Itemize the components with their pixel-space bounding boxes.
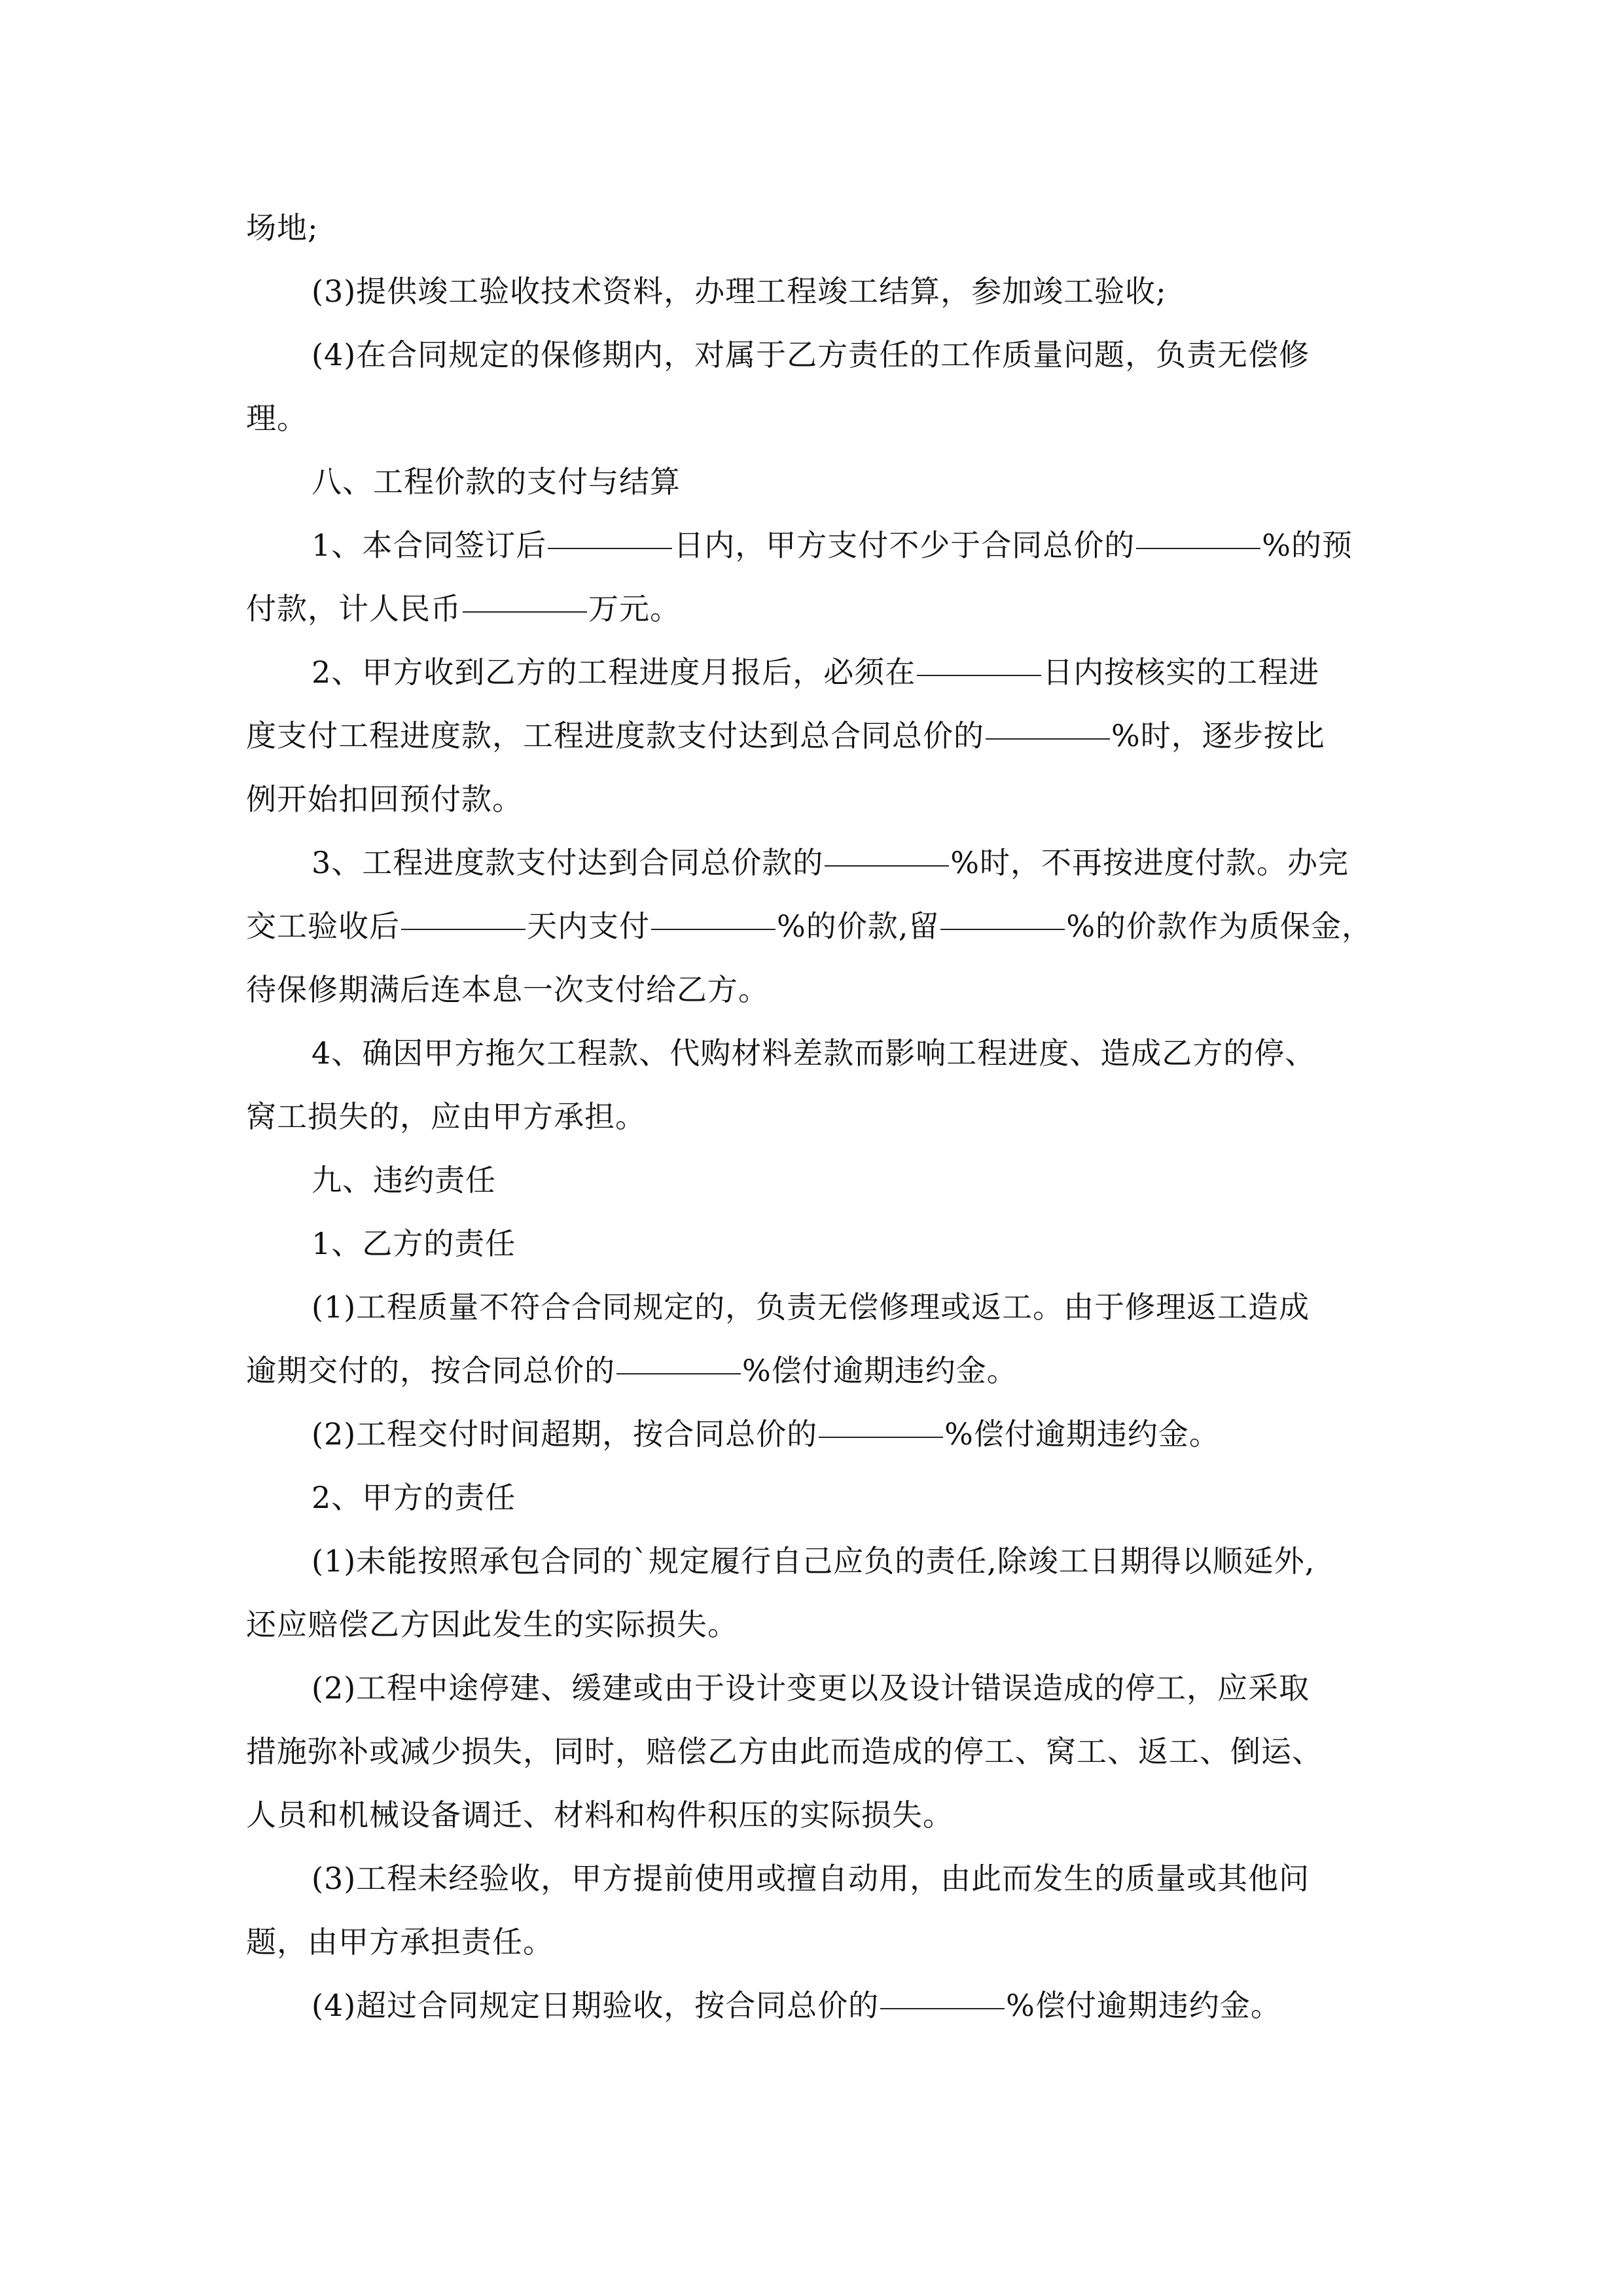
subsection-heading-text: 1、乙方的责任 — [312, 1226, 516, 1261]
text-line: 4、确因甲方拖欠工程款、代购材料差款而影响工程进度、造成乙方的停、 — [312, 1035, 1316, 1071]
text-segment: 度支付工程进度款，工程进度款支付达到总合同总价的 — [246, 718, 984, 753]
fill-in-blank — [616, 1372, 741, 1374]
text-segment: 日内，甲方支付不少于合同总价的 — [673, 528, 1135, 563]
fill-in-blank — [463, 610, 587, 613]
text-segment: 日内按核实的工程进 — [1043, 655, 1320, 690]
paragraph-line — [246, 895, 1385, 958]
text-segment: 1、本合同签订后 — [312, 528, 547, 563]
paragraph-line — [246, 958, 1385, 1022]
paragraph-line — [246, 387, 1385, 450]
text-segment: 2、甲方收到乙方的工程进度月报后，必须在 — [312, 655, 916, 690]
text-segment: %偿付逾期违约金。 — [742, 1353, 1018, 1388]
text-segment: 逾期交付的，按合同总价的 — [246, 1353, 615, 1388]
text-line: (3)工程未经验收，甲方提前使用或擅自动用，由此而发生的质量或其他问 — [312, 1861, 1310, 1896]
text-segment: 交工验收后 — [246, 908, 400, 944]
fill-in-blank — [548, 547, 672, 549]
paragraph-line — [246, 1847, 1385, 1910]
paragraph-line — [246, 1085, 1385, 1149]
text-line: (3)提供竣工验收技术资料，办理工程竣工结算，参加竣工验收; — [312, 274, 1167, 309]
text-segment: %的价款,留 — [777, 908, 940, 944]
fill-in-blank — [825, 864, 949, 867]
text-segment: (4)超过合同规定日期验收，按合同总价的 — [312, 1988, 880, 2023]
paragraph-line — [246, 577, 1385, 641]
paragraph-line — [246, 1974, 1385, 2037]
fill-in-blank — [651, 927, 776, 930]
text-line: (1)未能按照承包合同的`规定履行自己应负的责任,除竣工日期得以顺延外, — [312, 1543, 1315, 1579]
text-line: (4)在合同规定的保修期内，对属于乙方责任的工作质量问题，负责无偿修 — [312, 337, 1310, 372]
paragraph-line — [246, 641, 1385, 704]
text-line: 措施弥补或减少损失，同时，赔偿乙方由此而造成的停工、窝工、返工、倒运、 — [246, 1734, 1323, 1769]
section-heading — [246, 450, 1385, 514]
text-segment: %偿付逾期违约金。 — [1006, 1988, 1281, 2023]
text-segment: %时，不再按进度付款。办完 — [950, 845, 1349, 880]
subsection-heading — [246, 1466, 1385, 1530]
paragraph-line — [246, 831, 1385, 895]
paragraph-line — [246, 1276, 1385, 1339]
paragraph-line — [246, 1022, 1385, 1085]
paragraph-line — [246, 514, 1385, 577]
text-line: 待保修期满后连本息一次支付给乙方。 — [246, 972, 769, 1007]
paragraph-line — [246, 323, 1385, 387]
text-segment: 付款，计人民币 — [246, 591, 461, 626]
text-line: (1)工程质量不符合合同规定的，负责无偿修理或返工。由于修理返工造成 — [312, 1289, 1310, 1325]
fill-in-blank — [819, 1435, 943, 1438]
paragraph-line — [246, 1784, 1385, 1847]
paragraph-line — [246, 1593, 1385, 1657]
text-line: 场地; — [246, 210, 319, 245]
text-segment: 万元。 — [588, 591, 681, 626]
text-segment: 3、工程进度款支付达到合同总价款的 — [312, 845, 824, 880]
paragraph-line — [246, 1339, 1385, 1403]
text-segment: %的预 — [1262, 528, 1353, 563]
paragraph-line — [246, 768, 1385, 831]
text-line: 窝工损失的，应由甲方承担。 — [246, 1099, 646, 1134]
text-segment: %偿付逾期违约金。 — [944, 1416, 1220, 1452]
fill-in-blank — [880, 2007, 1005, 2009]
paragraph-line — [246, 1720, 1385, 1784]
paragraph-line — [246, 1657, 1385, 1720]
section-heading-text: 九、违约责任 — [312, 1162, 496, 1198]
fill-in-blank — [986, 737, 1110, 740]
text-segment: (2)工程交付时间超期，按合同总价的 — [312, 1416, 818, 1452]
text-line: (2)工程中途停建、缓建或由于设计变更以及设计错误造成的停工，应采取 — [312, 1670, 1310, 1706]
text-line: 还应赔偿乙方因此发生的实际损失。 — [246, 1607, 738, 1642]
section-heading — [246, 1149, 1385, 1212]
text-segment: %的价款作为质保金， — [1066, 908, 1373, 944]
paragraph-line — [246, 1530, 1385, 1593]
document-body — [246, 196, 1385, 2037]
fill-in-blank — [917, 673, 1041, 676]
subsection-heading-text: 2、甲方的责任 — [312, 1480, 516, 1515]
paragraph-line — [246, 196, 1385, 260]
fill-in-blank — [940, 927, 1065, 930]
fill-in-blank — [401, 927, 526, 930]
text-segment: %时，逐步按比 — [1111, 718, 1325, 753]
text-line: 题，由甲方承担责任。 — [246, 1924, 554, 1960]
fill-in-blank — [1136, 547, 1260, 549]
text-segment: 天内支付 — [527, 908, 650, 944]
paragraph-line — [246, 1910, 1385, 1974]
paragraph-line — [246, 1403, 1385, 1466]
text-line: 例开始扣回预付款。 — [246, 781, 523, 817]
section-heading-text: 八、工程价款的支付与结算 — [312, 464, 681, 499]
text-line: 理。 — [246, 401, 308, 436]
subsection-heading — [246, 1212, 1385, 1276]
paragraph-line — [246, 260, 1385, 323]
paragraph-line — [246, 704, 1385, 768]
text-line: 人员和机械设备调迁、材料和构件积压的实际损失。 — [246, 1797, 954, 1833]
